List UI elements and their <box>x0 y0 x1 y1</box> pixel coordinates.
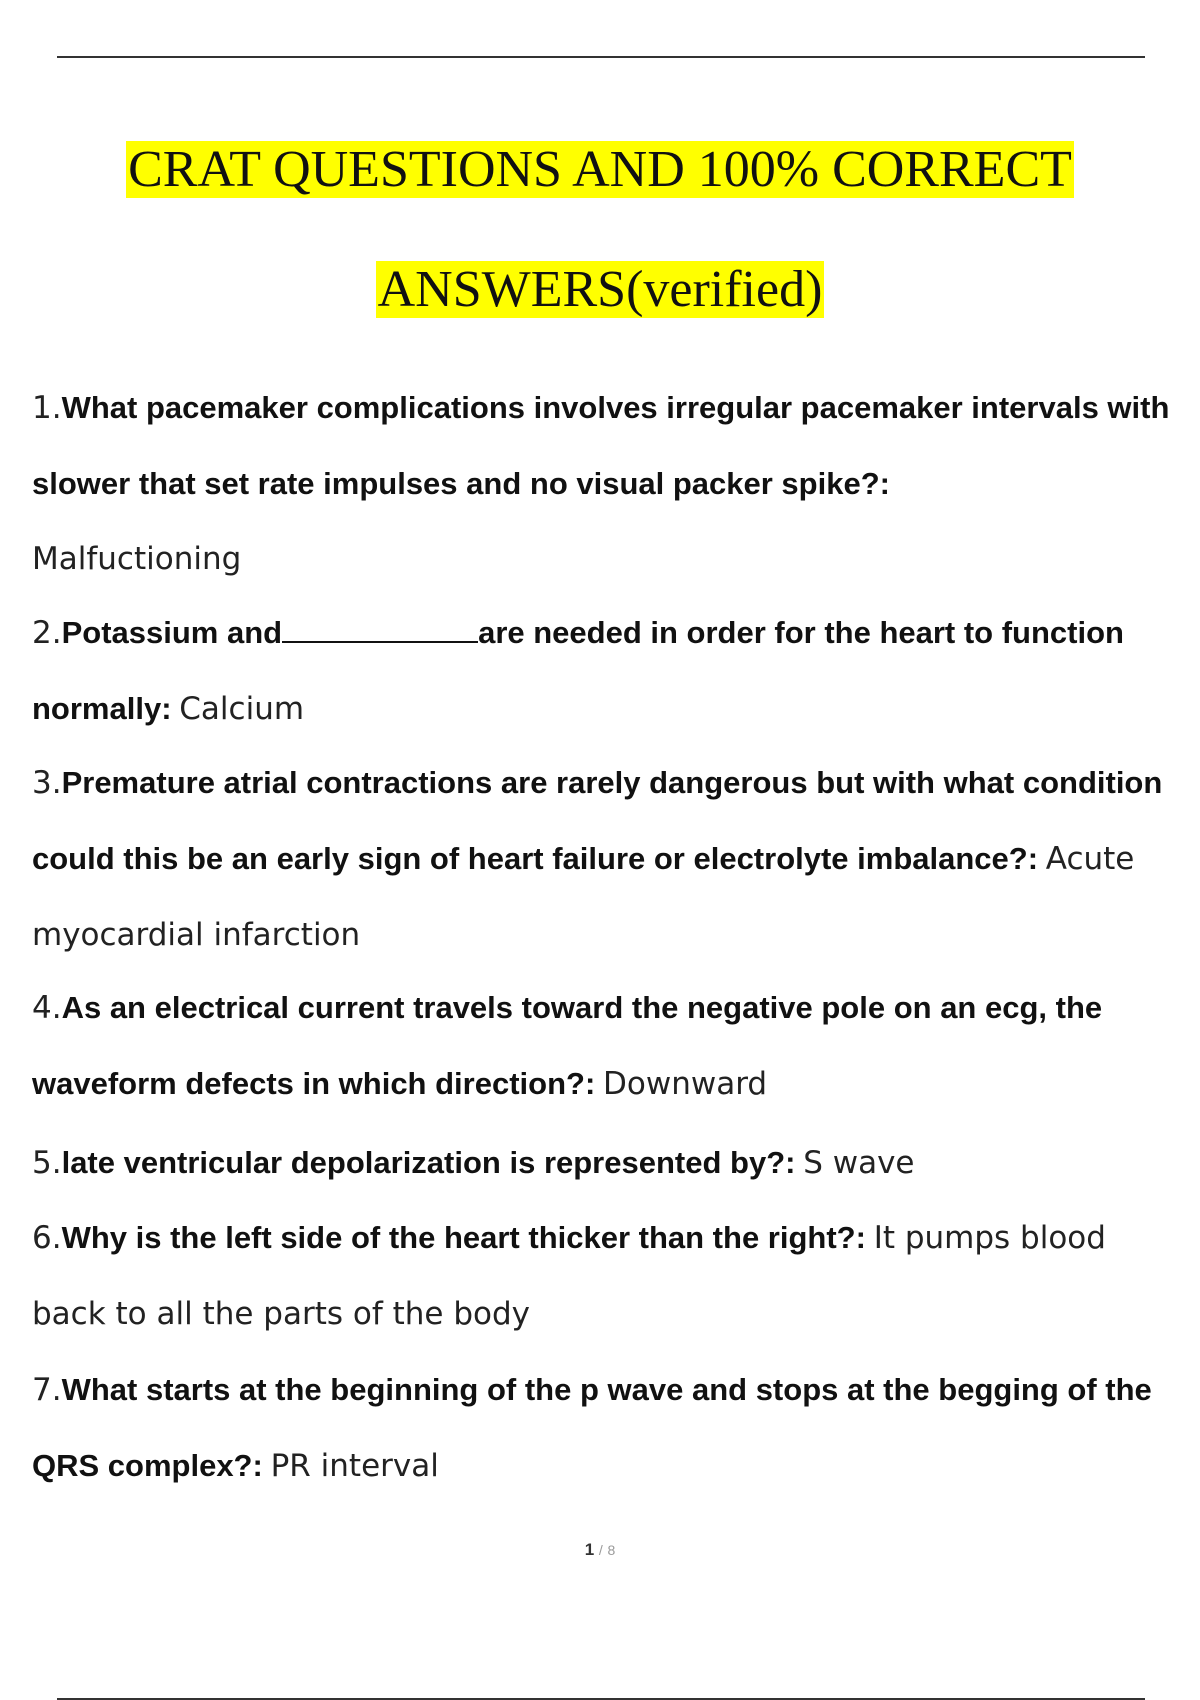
item-number: 7. <box>32 1372 62 1408</box>
answer-text: Calcium <box>179 691 305 727</box>
answer-text: Downward <box>603 1066 768 1102</box>
fill-in-blank-line <box>282 619 478 643</box>
question-text: As an electrical current travels toward the negative pole on an ecg, the waveform defects in which direction?: <box>32 990 1103 1101</box>
qa-item-1 <box>32 370 1172 597</box>
item-number: 1. <box>32 390 62 426</box>
question-text: Premature atrial contractions are rarely dangerous but with what condition could this be an early sign of heart failure or electrolyte imbalance?: <box>32 765 1163 876</box>
qa-item-7 <box>32 1352 1172 1504</box>
item-number: 3. <box>32 765 62 801</box>
document-title-line-1: CRAT QUESTIONS AND 100% CORRECT <box>128 141 1072 198</box>
item-number: 5. <box>32 1145 62 1181</box>
question-text-before-blank: Potassium and <box>61 615 283 650</box>
current-page-number: 1 <box>584 1540 595 1559</box>
question-text: What pacemaker complications involves irregular pacemaker intervals with slower that set rate impulses and no visual packer spike?: <box>32 390 1170 501</box>
qa-item-3 <box>32 745 1172 973</box>
answer-text: Acute myocardial infarction <box>32 841 1135 953</box>
answer-text: It pumps blood back to all the parts of the body <box>32 1220 1106 1332</box>
qa-item-4 <box>32 970 1172 1122</box>
answer-text: S wave <box>803 1145 915 1181</box>
qa-item-2 <box>32 595 1172 747</box>
total-pages: 8 <box>607 1542 616 1558</box>
qa-item-5 <box>32 1125 1172 1201</box>
document-title-line-2: ANSWERS(verified) <box>377 261 823 318</box>
question-text: late ventricular depolarization is represented by?: <box>61 1145 796 1180</box>
qa-item-6 <box>32 1200 1172 1352</box>
top-rule <box>57 56 1145 58</box>
question-text: What starts at the beginning of the p wave and stops at the begging of the QRS complex?: <box>32 1372 1152 1483</box>
item-number: 6. <box>32 1220 62 1256</box>
page-separator: / <box>598 1542 603 1558</box>
question-text: Why is the left side of the heart thicker than the right?: <box>61 1220 866 1255</box>
question-text-after-blank: are needed in order for the heart to function normally: <box>32 615 1124 726</box>
item-number: 4. <box>32 990 62 1026</box>
page-indicator <box>0 1540 1200 1560</box>
answer-text: Malfuctioning <box>32 541 242 577</box>
answer-text: PR interval <box>270 1448 439 1484</box>
item-number: 2. <box>32 615 62 651</box>
